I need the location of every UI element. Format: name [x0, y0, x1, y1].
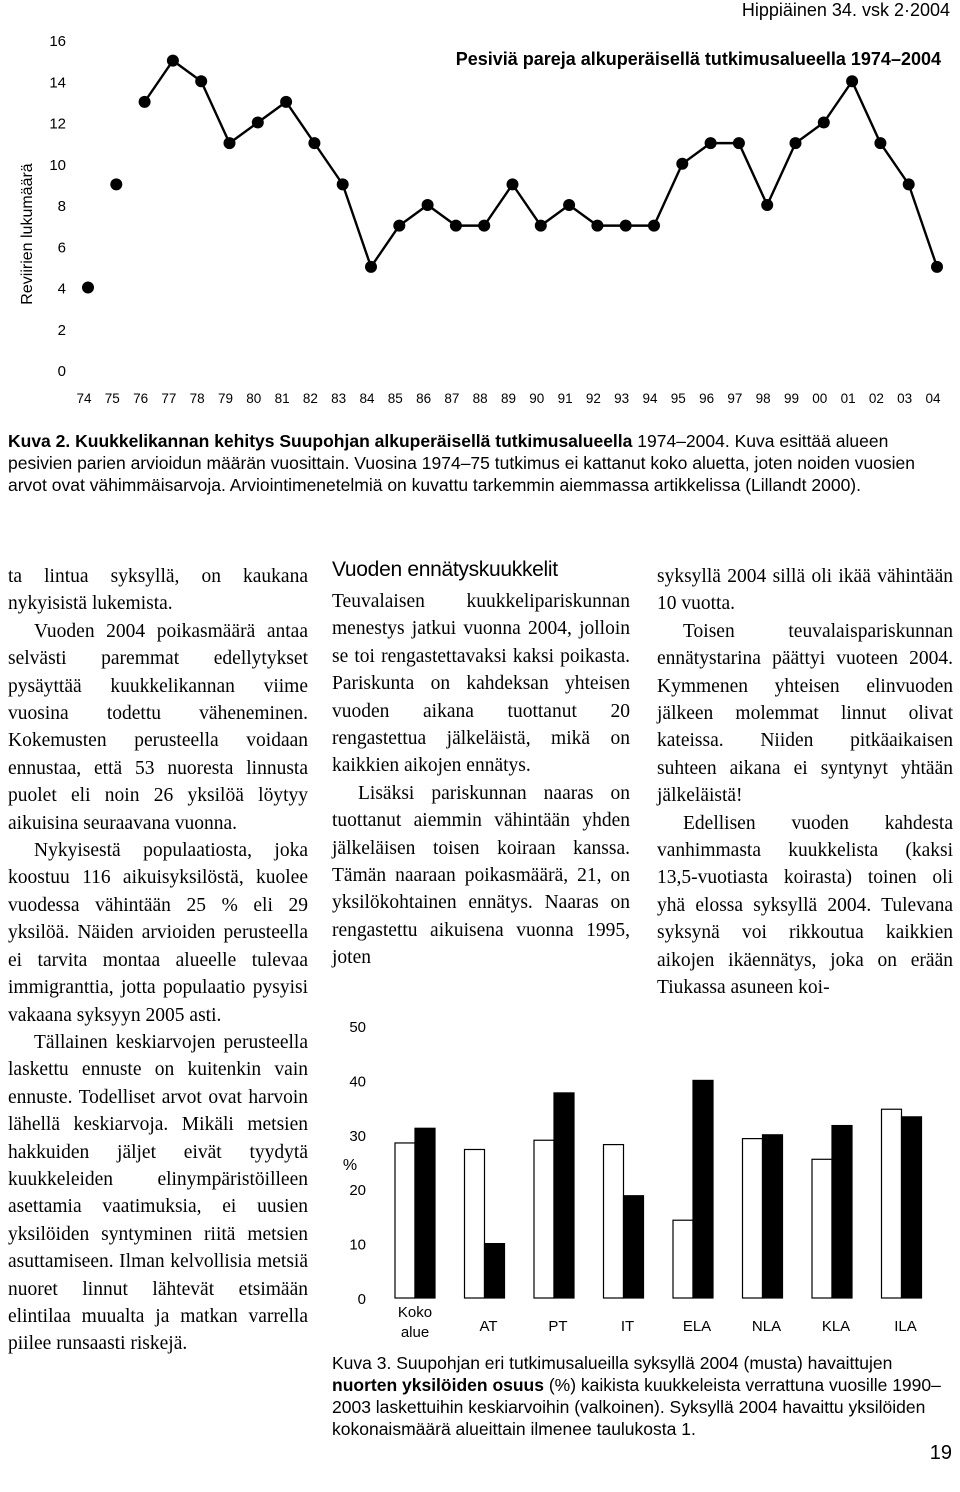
data-point: [252, 117, 264, 129]
x-tick-label: 80: [246, 391, 262, 406]
series-line: [145, 61, 937, 267]
data-point: [733, 137, 745, 149]
data-point: [790, 137, 802, 149]
data-point: [591, 220, 603, 232]
x-tick-label: Koko: [397, 1304, 433, 1321]
paragraph: Nykyisestä populaatiosta, joka koostuu 116 aikuisyksilöstä, kuolee vuodessa vähintään 25 % eli 29 yksilöä. Näiden arvioiden perusteella ei tarvita montaa alueelle tulevaa immigranttia, jotta populaatio pysyisi vakaana syksyyn 2005 asti.: [8, 840, 308, 1026]
data-point: [676, 158, 688, 170]
bar-2004: [763, 1135, 783, 1298]
y-tick-label: 20: [349, 1182, 366, 1200]
caption-label: Kuva 3.: [332, 1353, 392, 1373]
section-heading: Vuoden ennätyskuukkelit: [332, 558, 558, 581]
data-point: [478, 220, 490, 232]
data-point: [874, 137, 886, 149]
x-tick-label: 01: [840, 391, 856, 406]
x-tick-label: 92: [585, 391, 601, 406]
paragraph: Vuoden 2004 poikasmäärä antaa selvästi paremmat edellytykset pysäyttää kuukkelikannan viime vuosina todettu väheneminen. Kokemusten perusteella voidaan ennustaa, että 53 nuoresta linnusta puolet eli noin 26 yksilöä löytyy aikuisina seuraavana vuonna.: [8, 620, 308, 834]
bar-average: [743, 1139, 763, 1298]
paragraph: Teuvalaisen kuukkelipariskunnan menestys jatkui vuonna 2004, jolloin se toi rengastettavaksi kaksi poikasta. Pariskunta on kahdeksan yhteisen vuoden aikana tuottanut 20 rengastettua jälkeläistä, mikä on kaikkien aikojen ennätys.: [332, 591, 630, 777]
y-tick-label: 2: [57, 321, 66, 339]
y-tick-label: 12: [49, 115, 66, 133]
running-header: Hippiäinen 34. vsk 2·2004: [741, 0, 950, 20]
y-tick-label: 50: [349, 1019, 366, 1036]
data-point: [422, 199, 434, 211]
bar-average: [812, 1159, 832, 1298]
bar-2004: [624, 1196, 644, 1298]
y-tick-label: 16: [49, 33, 66, 50]
paragraph: Toisen teuvalaispariskunnan ennätystarina päättyi vuoteen 2004. Kymmenen yhteisen elinvuoden jälkeen molemmat linnut olivat kateissa. Niiden pitkäaikaisen suhteen aikana ei syntynyt yhtään jälkeläistä!: [657, 620, 953, 807]
x-tick-label: 02: [868, 391, 884, 406]
bar-2004: [485, 1244, 505, 1298]
x-tick-label: 85: [387, 391, 403, 406]
caption-text: 1974–2004. Kuva esittää alueen pesivien parien arvioidun määrän vuosittain. Vuosina 1974–75 tutkimus ei kattanut koko aluetta, joten noiden vuosien arvot ovat vähimmäisarvoja. Arviointimenetelmiä on kuvattu tarkemmin aiemmassa artikkelissa (Lillandt 2000).: [8, 431, 916, 495]
data-point: [507, 178, 519, 190]
x-tick-label: 94: [642, 391, 658, 406]
x-tick-label: 00: [812, 391, 828, 406]
y-tick-label: 8: [57, 198, 66, 215]
x-tick-label: 97: [727, 391, 743, 406]
text-column-2: [332, 558, 630, 972]
page-number: 19: [929, 1442, 952, 1464]
data-point: [648, 220, 660, 232]
x-tick-label: 91: [557, 391, 573, 406]
caption-text: Suupohjan eri tutkimusalueilla syksyllä 2004 (musta) havaittujen: [396, 1353, 893, 1373]
y-tick-label: 30: [349, 1127, 366, 1145]
caption-bold: nuorten yksilöiden osuus: [332, 1375, 544, 1395]
data-point: [620, 220, 632, 232]
data-point: [705, 137, 717, 149]
x-tick-label: 83: [331, 391, 347, 406]
x-tick-label: AT: [479, 1318, 498, 1335]
y-tick-label: 4: [57, 280, 66, 298]
figure-2-caption: [8, 430, 956, 496]
data-point: [337, 178, 349, 190]
bar-average: [604, 1145, 624, 1298]
data-point: [195, 75, 207, 87]
x-tick-label: PT: [548, 1318, 568, 1335]
x-tick-label: ELA: [682, 1318, 712, 1335]
caption-text: (%) kaikista kuukkeleista verrattuna vuosille 1990–2003 laskettuihin keskiarvoihin (valkoinen). Syksyllä 2004 havaittu yksilöiden kokonaismäärä alueittain ilmenee taulukosta 1.: [332, 1375, 941, 1439]
caption-label: Kuva 2.: [8, 431, 71, 451]
data-point: [82, 282, 94, 294]
data-point: [280, 96, 292, 108]
x-tick-label: 04: [925, 391, 941, 406]
x-tick-label: 76: [133, 391, 149, 406]
bar-2004: [554, 1093, 574, 1298]
y-axis: [49, 33, 66, 380]
x-axis: [76, 391, 941, 406]
line-chart-breeding-pairs: [0, 20, 960, 420]
x-tick-label: 99: [783, 391, 800, 406]
y-axis-label: %: [342, 1157, 358, 1174]
caption-bold-title: Kuukkelikannan kehitys Suupohjan alkuperäisellä tutkimusalueella: [75, 431, 633, 451]
bar-2004: [902, 1117, 922, 1298]
x-tick-label: 03: [897, 391, 913, 406]
paragraph: Tällainen keskiarvojen perusteella laskettu ennuste on kuitenkin vain ennuste. Todelliset arvot ovat harvoin lähellä keskiarvoja. Mikäli metsien hakkuiden jäljet eivät tyydytä kuukkeleiden elinympäristöilleen asettamia vaatimuksia, ei uusien yksilöiden syntyminen riitä metsien asuttamiseen. Ilman kelvollisia metsiä nuoret linnut lähtevät etsimään elintilaa muualta ja matkan varrella piilee runsaasti riskejä.: [8, 1031, 308, 1355]
y-tick-label: 14: [49, 74, 66, 92]
data-point: [818, 117, 830, 129]
data-point: [761, 199, 773, 211]
data-point: [563, 199, 575, 211]
x-tick-label: 81: [274, 391, 290, 406]
x-tick-label: 88: [472, 391, 488, 406]
x-tick-label: ILA: [894, 1318, 917, 1335]
data-point: [167, 55, 179, 67]
bar-2004: [693, 1080, 713, 1298]
bar-average: [465, 1149, 485, 1298]
text-column-1: [8, 563, 308, 1358]
bar-average: [882, 1109, 902, 1298]
y-tick-label: 0: [57, 363, 66, 380]
series-points: [82, 55, 943, 294]
data-point: [110, 178, 122, 190]
x-tick-label: 82: [302, 391, 318, 406]
data-point: [308, 137, 320, 149]
x-tick-label: 75: [104, 391, 120, 406]
x-tick-label: 84: [359, 391, 375, 406]
bar-average: [395, 1143, 415, 1298]
bar-2004: [832, 1126, 852, 1298]
bar-average: [673, 1220, 693, 1298]
paragraph: Lisäksi pariskunnan naaras on tuottanut aiemmin vähintään yhden jälkeläisen toisen koiraan kanssa. Tämän naaraan poikasmäärä, 21, on yksilökohtainen ennätys. Naaras on rengastettu aikuisena vuonna 1995, joten: [332, 782, 630, 969]
data-point: [139, 96, 151, 108]
data-point: [365, 261, 377, 273]
data-point: [931, 261, 943, 273]
x-tick-label: 89: [500, 391, 517, 406]
bar-average: [534, 1140, 554, 1298]
x-tick-label: 93: [614, 391, 630, 406]
chart-title: Pesiviä pareja alkuperäisellä tutkimusalueella 1974–2004: [455, 49, 941, 69]
x-tick-label: KLA: [821, 1318, 851, 1335]
paragraph: syksyllä 2004 sillä oli ikää vähintään 10 vuotta.: [657, 566, 953, 615]
text-column-3: [657, 563, 953, 1002]
data-point: [393, 220, 405, 232]
bars: [395, 1080, 922, 1298]
x-tick-label: NLA: [751, 1318, 782, 1335]
data-point: [846, 75, 858, 87]
x-tick-label: 77: [161, 391, 177, 406]
bar-2004: [415, 1128, 435, 1298]
x-tick-label: 86: [416, 391, 432, 406]
figure-3-caption: [332, 1352, 954, 1440]
data-point: [450, 220, 462, 232]
data-point: [535, 220, 547, 232]
data-point: [224, 137, 236, 149]
y-tick-label: 6: [57, 239, 66, 257]
bar-chart-juvenile-share: [330, 1015, 950, 1350]
x-tick-label: 74: [76, 391, 92, 406]
x-tick-label: 90: [529, 391, 545, 406]
x-tick-label: IT: [620, 1318, 635, 1335]
x-tick-label: alue: [400, 1324, 430, 1341]
x-axis: [398, 1304, 917, 1341]
y-tick-label: 40: [349, 1073, 366, 1091]
data-point: [903, 178, 915, 190]
paragraph: Edellisen vuoden kahdesta vanhimmasta kuukkelista (kaksi 13,5-vuotiasta koirasta) toinen oli yhä elossa syksyllä 2004. Tulevana syksynä voi rikkoutua kaikkien aikojen ikäennätys, joka on erään Tiukassa asuneen koi-: [657, 812, 953, 999]
x-tick-label: 79: [217, 391, 234, 406]
x-tick-label: 95: [670, 391, 686, 406]
y-axis-label: Reviirien lukumäärä: [19, 163, 36, 305]
x-tick-label: 96: [699, 391, 715, 406]
x-tick-label: 87: [444, 391, 460, 406]
x-tick-label: 98: [755, 391, 771, 406]
x-tick-label: 78: [189, 391, 205, 406]
paragraph: ta lintua syksyllä, on kaukana nykyisistä lukemista.: [8, 566, 308, 615]
y-tick-label: 10: [349, 1236, 366, 1254]
series-lines: [145, 61, 937, 267]
y-tick-label: 10: [49, 156, 66, 174]
y-tick-label: 0: [357, 1291, 366, 1308]
